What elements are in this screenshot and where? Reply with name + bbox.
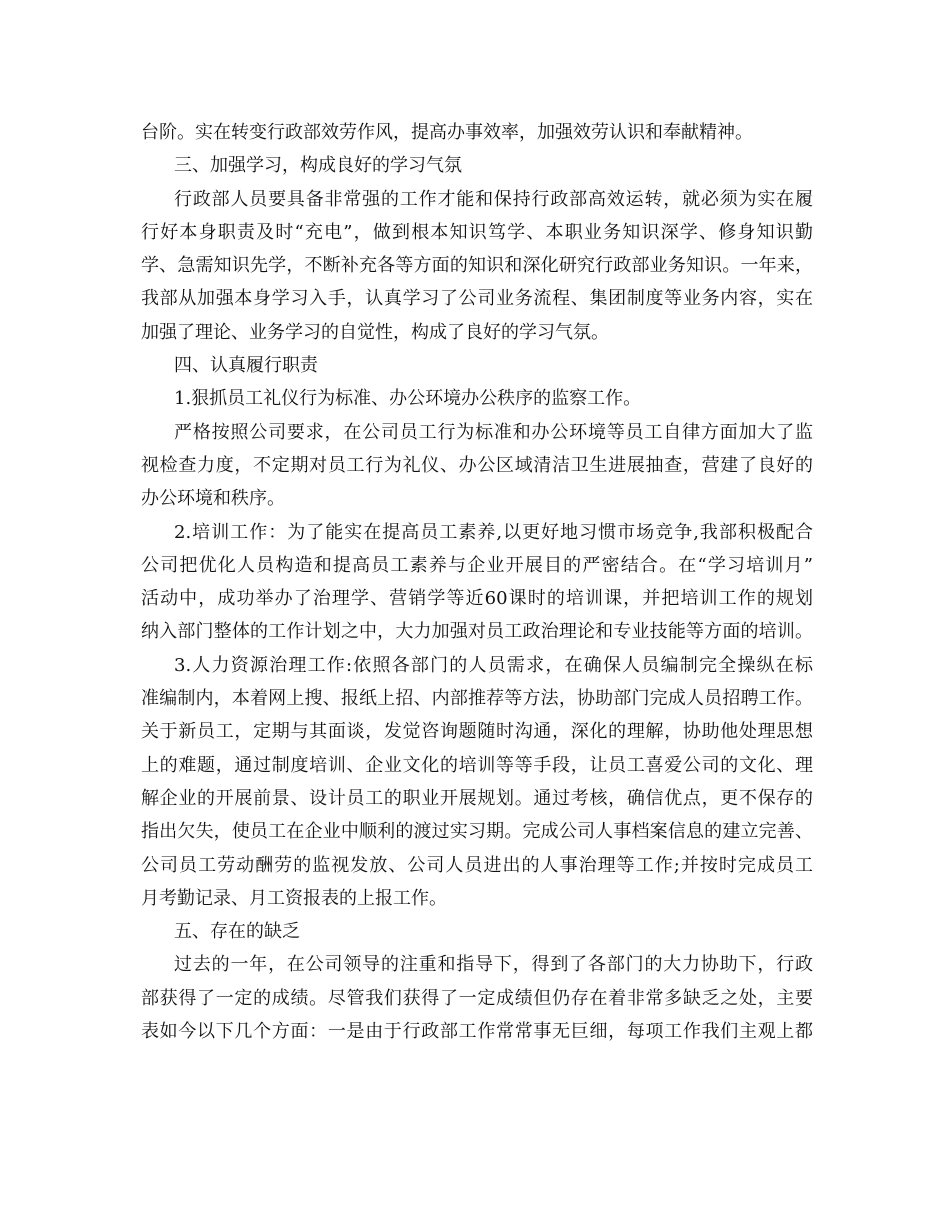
text-line: 解企业的开展前景、设计员工的职业开展规划。通过考核，确信优点，更不保存的: [141, 787, 813, 809]
text-line: 公司员工劳动酬劳的监视发放、公司人员进出的人事治理等工作;并按时完成员工: [141, 854, 813, 876]
text-line: 过去的一年，在公司领导的注重和指导下，得到了各部门的大力协助下，行政: [174, 954, 813, 976]
text-line: 办公环境和秩序。: [141, 488, 285, 510]
text-line: 五、存在的缺乏: [174, 921, 300, 943]
text-line: 指出欠失，使员工在企业中顺利的渡过实习期。完成公司人事档案信息的建立完善、: [141, 821, 813, 843]
text-line: 准编制内，本着网上搜、报纸上招、内部推荐等方法，协助部门完成人员招聘工作。: [141, 688, 813, 710]
text-line: 3.人力资源治理工作:依照各部门的人员需求，在确保人员编制完全操纵在标: [174, 654, 813, 676]
text-line: 学、急需知识先学，不断补充各等方面的知识和深化研究行政部业务知识。一年来，: [141, 255, 813, 277]
text-line: 表如今以下几个方面：一是由于行政部工作常常事无巨细，每项工作我们主观上都: [141, 1021, 813, 1043]
text-line: 活动中，成功举办了治理学、营销学等近60课时的培训课，并把培训工作的规划: [141, 588, 813, 610]
text-line: 我部从加强本身学习入手，认真学习了公司业务流程、集团制度等业务内容，实在: [141, 288, 813, 310]
text-line: 行政部人员要具备非常强的工作才能和保持行政部高效运转，就必须为实在履: [174, 188, 813, 210]
document-body: [141, 116, 813, 1048]
text-line: 公司把优化人员构造和提高员工素养与企业开展目的严密结合。在“学习培训月”: [141, 554, 813, 576]
text-line: 加强了理论、业务学习的自觉性，构成了良好的学习气氛。: [141, 321, 609, 343]
text-line: 部获得了一定的成绩。尽管我们获得了一定成绩但仍存在着非常多缺乏之处，主要: [141, 987, 813, 1009]
text-line: 关于新员工，定期与其面谈，发觉咨询题随时沟通，深化的理解，协助他处理思想: [141, 721, 813, 743]
text-line: 2.培训工作：为了能实在提高员工素养,以更好地习惯市场竞争,我部积极配合: [174, 521, 813, 543]
text-line: 上的难题，通过制度培训、企业文化的培训等等手段，让员工喜爱公司的文化、理: [141, 754, 813, 776]
text-line: 纳入部门整体的工作计划之中，大力加强对员工政治理论和专业技能等方面的培训。: [141, 621, 813, 643]
text-line: 台阶。实在转变行政部效劳作风，提高办事效率，加强效劳认识和奉献精神。: [141, 122, 753, 143]
text-line: 三、加强学习，构成良好的学习气氛: [174, 155, 462, 177]
text-line: 1.狠抓员工礼仪行为标准、办公环境办公秩序的监察工作。: [174, 388, 642, 410]
text-line: 严格按照公司要求，在公司员工行为标准和办公环境等员工自律方面加大了监: [174, 421, 813, 443]
text-line: 视检查力度，不定期对员工行为礼仪、办公区域清洁卫生进展抽查，营建了良好的: [141, 454, 813, 476]
text-line: 行好本身职责及时“充电”，做到根本知识笃学、本职业务知识深学、修身知识勤: [141, 221, 813, 243]
text-line: 四、认真履行职责: [174, 355, 318, 377]
text-line: 月考勤记录、月工资报表的上报工作。: [141, 887, 447, 909]
